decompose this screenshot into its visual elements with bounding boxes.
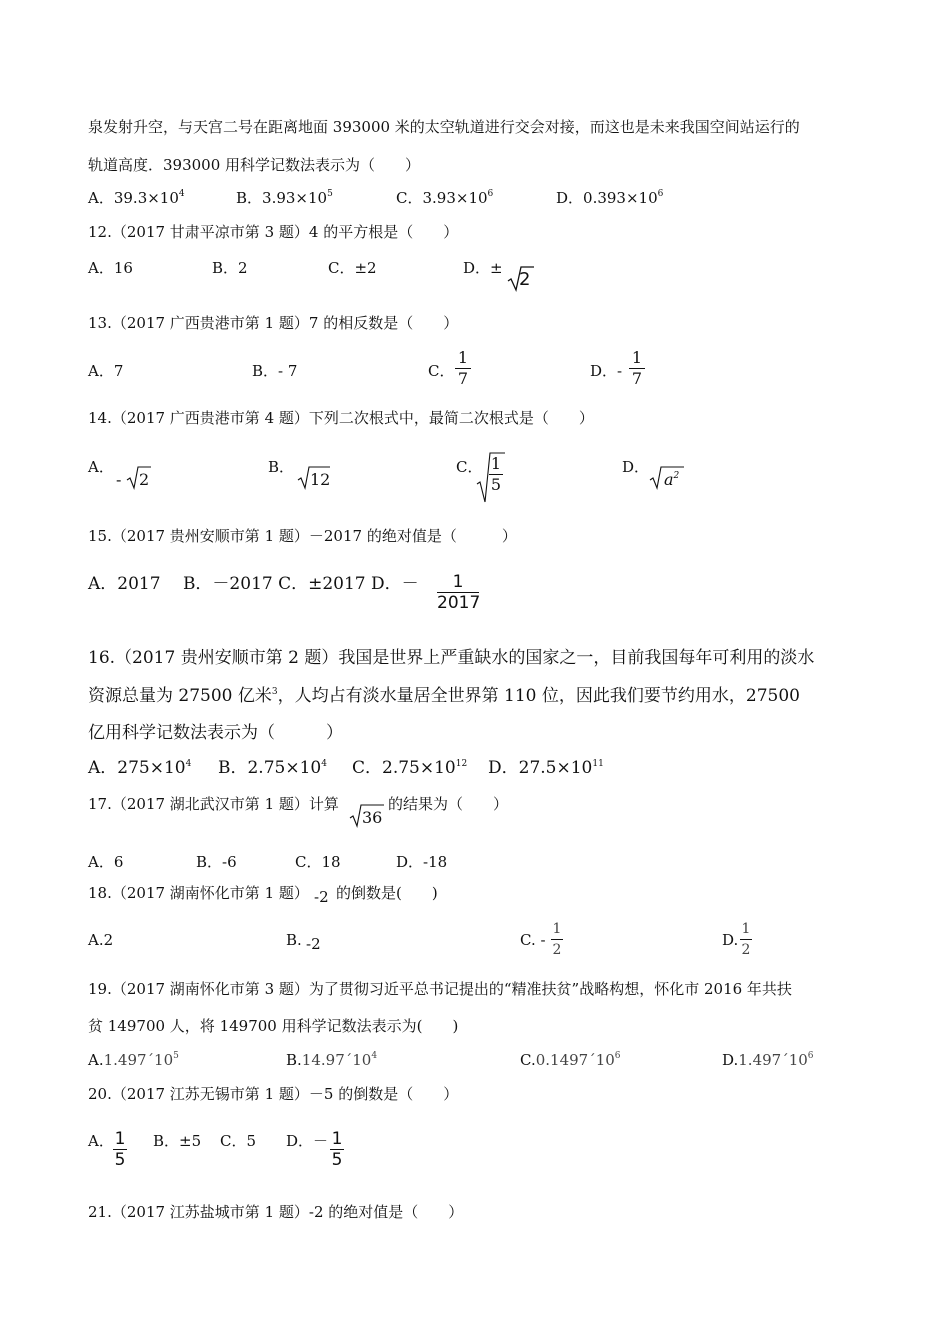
q14-option-d-value: $a^2$ [664,470,680,489]
q17-option-c: C．18 [295,853,341,871]
q14-option-a: A． [88,458,114,476]
q14-option-b: B． [268,458,295,476]
q19-option-c: $C.0.1497´10^6$ [520,1051,621,1069]
q15-options: A．2017 B．－2017 C．±2017 D．－ [88,574,419,594]
q19-line2: 贫 149700 人，将 149700 用科学记数法表示为( ) [88,1017,459,1035]
q17-sqrt-value: 36 [362,808,383,827]
q11-option-d: D．$0.393\times 10^6$ [556,189,664,207]
q13-option-d-fraction: 1 7 [629,349,645,388]
q14-option-c: C． [456,458,483,476]
q14-option-c-fraction: 1 5 [490,454,502,494]
q13-stem: 13.（2017 广西贵港市第 1 题）7 的相反数是（ ） [88,314,459,332]
q18-option-c-fraction: 1 2 [552,921,562,958]
q17-option-d: D．-18 [396,853,448,871]
q16-option-a: A．$275\times 10^4$ [88,758,192,778]
q12-stem: 12.（2017 甘肃平凉市第 3 题）4 的平方根是（ ） [88,223,459,241]
q13-option-c-fraction: 1 7 [455,349,471,388]
q13-option-d: D．- [590,362,623,380]
q12-option-a: A．16 [88,259,133,277]
q12-option-b: B．2 [212,259,248,277]
q20-option-b: B．±5 [153,1132,202,1150]
q18-option-b: B. [286,931,302,949]
q18-option-d: D. [722,931,739,949]
q13-option-a: A．7 [88,362,124,380]
q20-option-d-fraction: 1 5 [331,1129,343,1170]
q18-stem-value: -2 [314,888,329,906]
q19-option-d: $D.1.497´10^6$ [722,1051,814,1069]
q13-option-c: C． [428,362,455,380]
q14-option-d: D． [622,458,650,476]
q20-option-a-fraction: 1 5 [114,1129,126,1170]
q16-option-d: D．$27.5\times 10^{11}$ [488,758,604,778]
q18-option-c: C. - [520,931,546,949]
q21-stem: 21.（2017 江苏盐城市第 1 题）-2 的绝对值是（ ） [88,1203,464,1221]
q20-option-c: C．5 [220,1132,257,1150]
q12-option-d: D．± [463,259,503,277]
q18-option-d-fraction: 1 2 [741,921,751,958]
q14-option-a-value: 2 [139,470,150,489]
q17-option-a: A．6 [88,853,124,871]
q14-option-b-value: 12 [310,470,331,489]
q17-stem-part1: 17.（2017 湖北武汉市第 1 题）计算 [88,795,339,813]
q15-stem: 15.（2017 贵州安顺市第 1 题）－2017 的绝对值是（ ） [88,527,517,545]
q16-option-b: B．$2.75\times 10^4$ [218,758,327,778]
q16-option-c: C．$2.75\times 10^{12}$ [352,758,468,778]
q12-sqrt-value: 2 [519,269,531,290]
q17-stem-part2: 的结果为（ ） [388,795,509,813]
q13-option-b: B．- 7 [252,362,298,380]
q12-option-c: C．±2 [328,259,377,277]
q11-line2: 轨道高度．393000 用科学记数法表示为（ ） [88,156,421,174]
q18-option-b-value: -2 [306,935,321,953]
q11-option-b: B．$3.93\times 10^5$ [236,189,333,207]
q11-option-a: A．$39.3\times 10^4$ [88,189,185,207]
q18-stem-part1: 18.（2017 湖南怀化市第 1 题） [88,884,309,902]
q20-option-a: A． [88,1132,114,1150]
q14-option-a-minus: - [116,470,122,489]
q11-line1: 泉发射升空，与天宫二号在距离地面 393000 米的太空轨道进行交会对接，而这也是未来我国空间站运行的 [88,118,800,136]
q19-option-a: $A.1.497´10^5$ [88,1051,179,1069]
q16-line2: 资源总量为 27500 亿米$^3$，人均占有淡水量居全世界第 110 位，因此我们要节约用水，27500 [88,686,800,706]
q17-option-b: B．-6 [196,853,237,871]
q19-line1: 19.（2017 湖南怀化市第 3 题）为了贯彻习近平总书记提出的“精准扶贫”战略构想，怀化市 2016 年共扶 [88,980,792,998]
q16-line1: 16.（2017 贵州安顺市第 2 题）我国是世界上严重缺水的国家之一，目前我国每年可利用的淡水 [88,648,815,668]
q14-stem: 14.（2017 广西贵港市第 4 题）下列二次根式中，最简二次根式是（ ） [88,409,594,427]
q11-option-c: C．$3.93\times 10^6$ [396,189,494,207]
q18-option-a: A.2 [88,931,114,949]
q18-stem-part2: 的倒数是( ) [336,884,438,902]
q20-stem: 20.（2017 江苏无锡市第 1 题）－5 的倒数是（ ） [88,1085,459,1103]
q16-line3: 亿用科学记数法表示为（ ） [88,723,343,743]
q15-option-d-fraction: 1 2017 [437,572,481,613]
q19-option-b: $B.14.97´10^4$ [286,1051,378,1069]
q20-option-d: D．－ [286,1132,329,1150]
